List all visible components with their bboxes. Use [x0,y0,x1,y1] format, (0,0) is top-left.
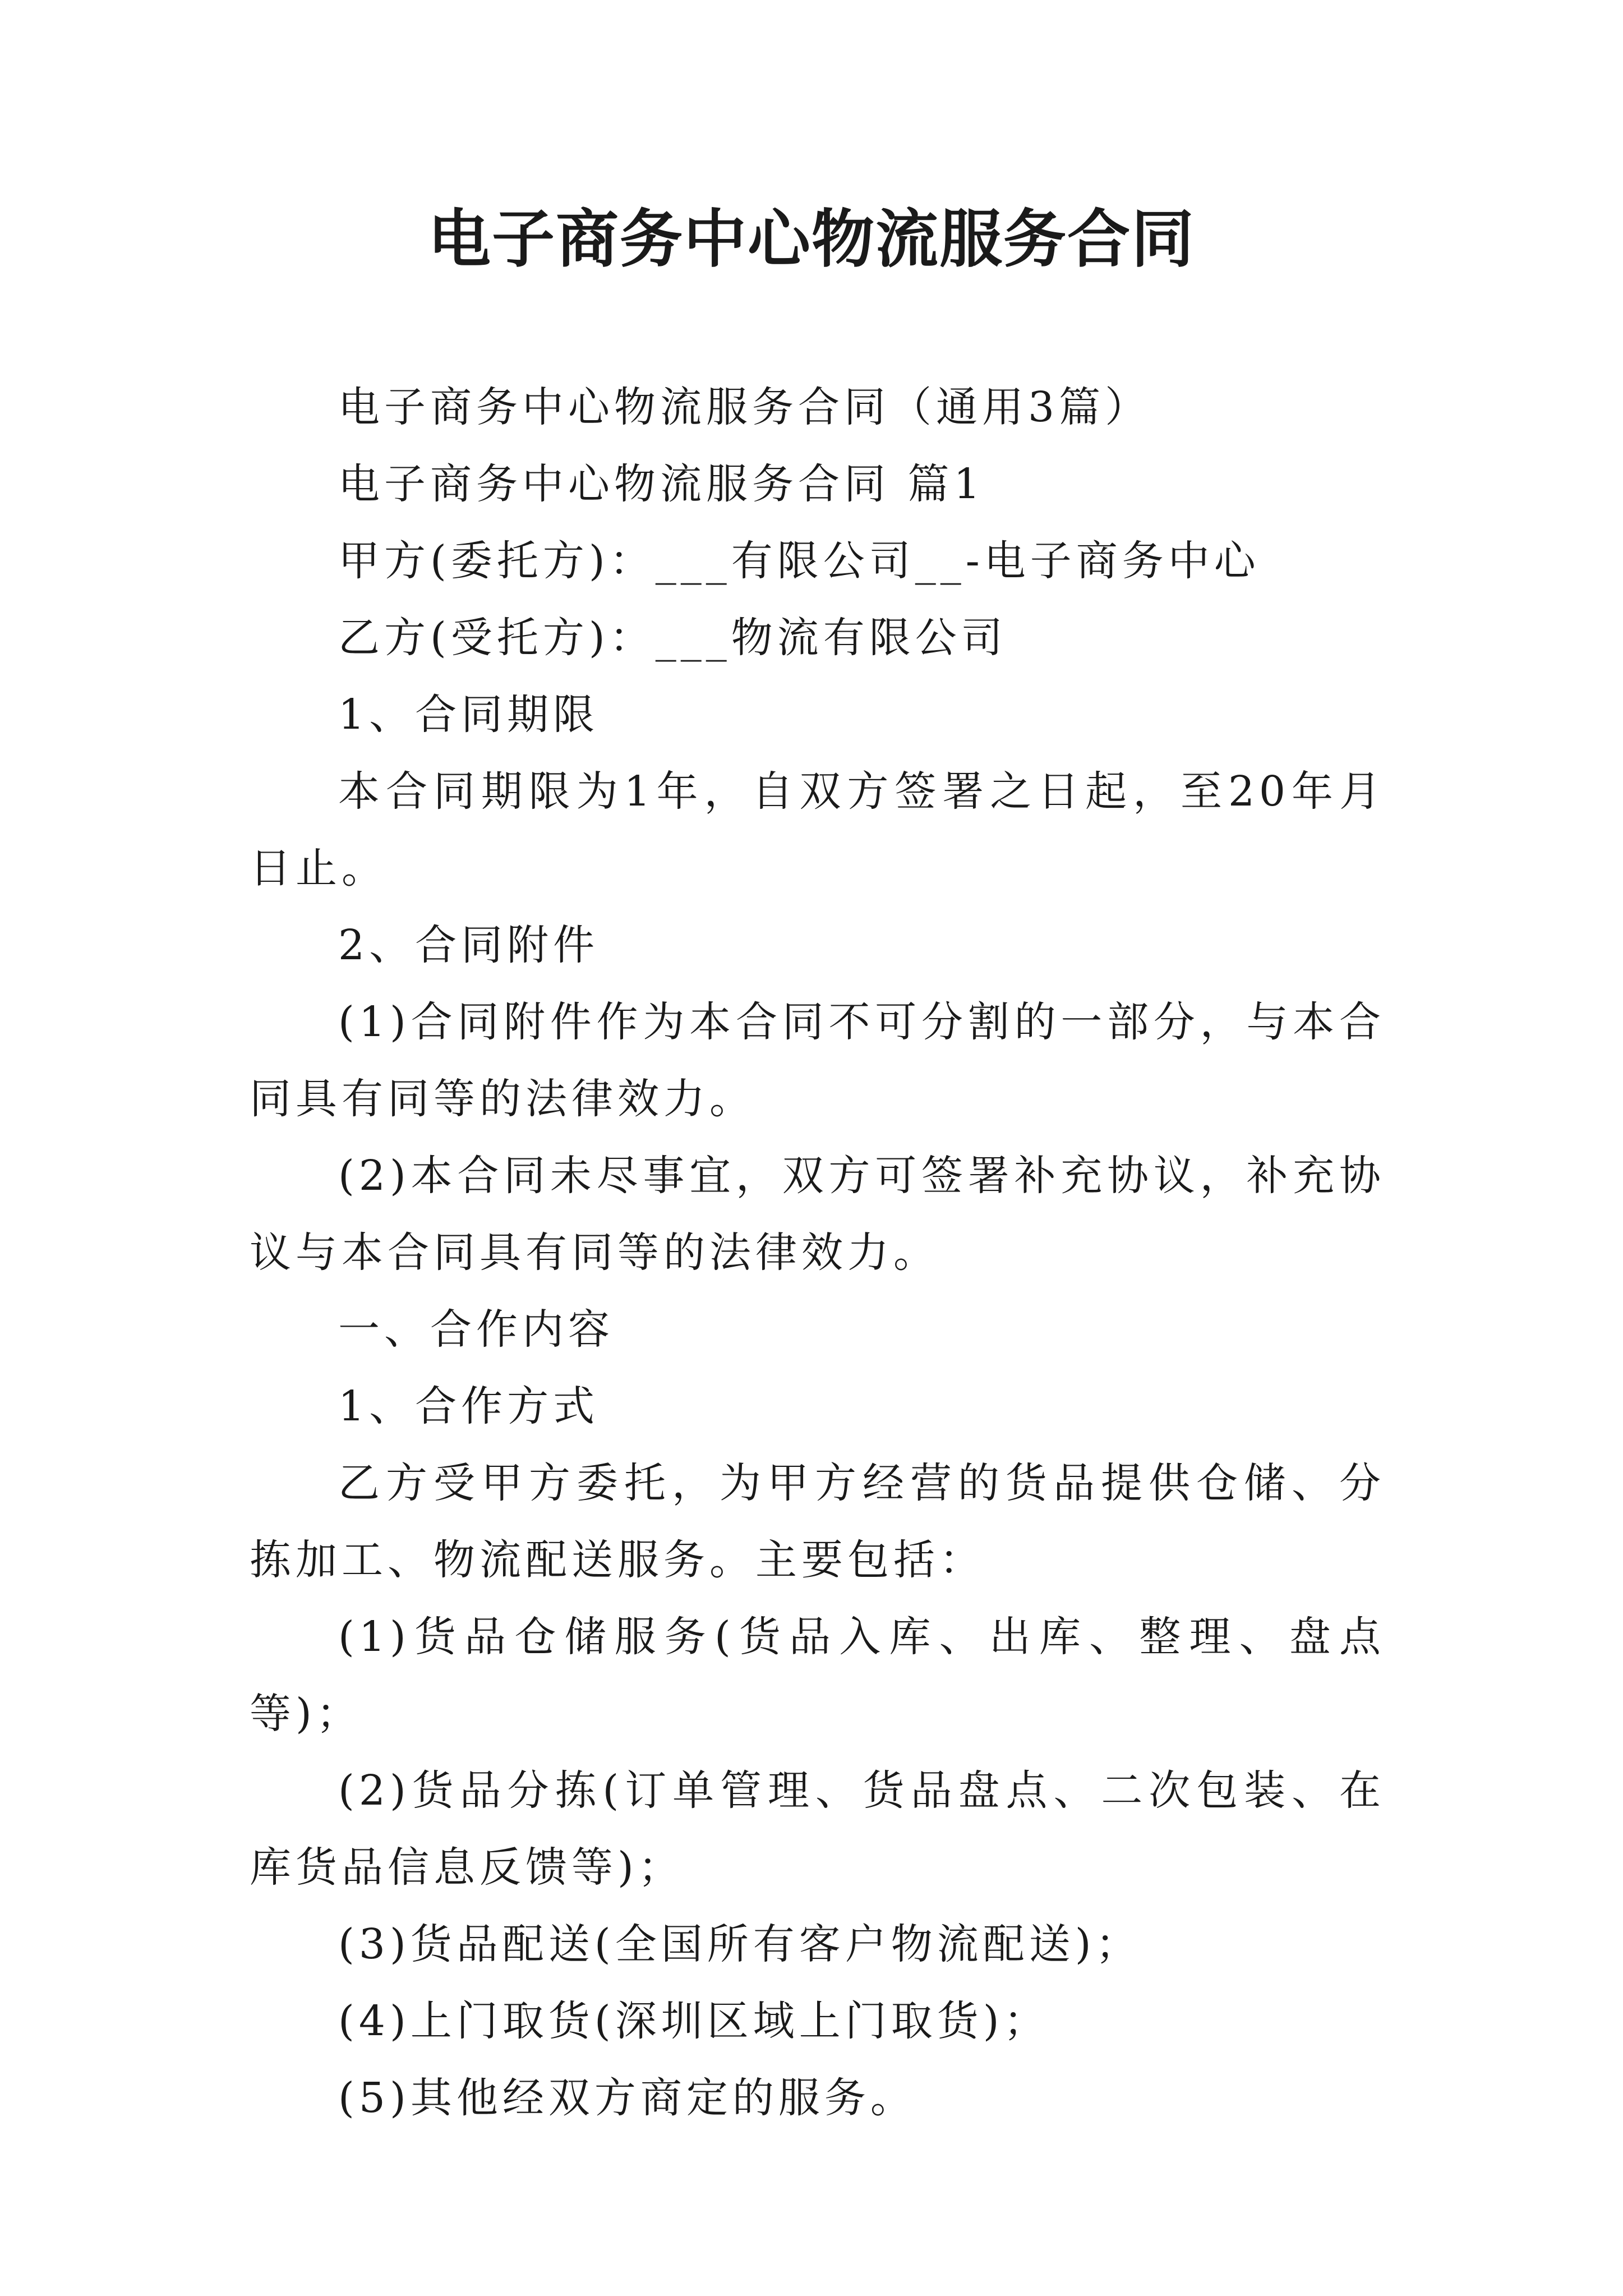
paragraph-term-text: 本合同期限为1年，自双方签署之日起，至20年月日止。 [250,767,1385,892]
paragraph-cooperation-mode: 1、合作方式 [338,1382,600,1430]
paragraph-party-a: 甲方(委托方)：___有限公司__-电子商务中心 [338,537,1260,585]
paragraph-party-b: 乙方(受托方)：___物流有限公司 [338,614,1007,662]
paragraph-section-term: 1、合同期限 [338,691,600,739]
paragraph-section-cooperation: 一、合作内容 [338,1305,614,1354]
paragraph-part-heading: 电子商务中心物流服务合同 篇1 [338,460,985,508]
paragraph-section-attachments: 2、合同附件 [338,921,600,969]
paragraph-service-5: (5)其他经双方商定的服务。 [338,2074,916,2122]
paragraph-cooperation-text: 乙方受甲方委托，为甲方经营的货品提供仓储、分拣加工、物流配送服务。主要包括： [250,1459,1385,1584]
document-title: 电子商务中心物流服务合同 [428,203,1195,276]
paragraph-attachment-2: (2)本合同未尽事宜，双方可签署补充协议，补充协议与本合同具有同等的法律效力。 [250,1152,1385,1277]
paragraph-subtitle: 电子商务中心物流服务合同（通用3篇） [338,383,1151,431]
document-body [250,369,1385,2137]
paragraph-service-1: (1)货品仓储服务(货品入库、出库、整理、盘点等)； [250,1613,1385,1738]
paragraph-service-2: (2)货品分拣(订单管理、货品盘点、二次包装、在库货品信息反馈等)； [250,1766,1385,1892]
paragraph-service-3: (3)货品配送(全国所有客户物流配送)； [338,1920,1142,1968]
paragraph-service-4: (4)上门取货(深圳区域上门取货)； [338,1997,1050,2045]
paragraph-attachment-1: (1)合同附件作为本合同不可分割的一部分，与本合同具有同等的法律效力。 [250,998,1385,1123]
